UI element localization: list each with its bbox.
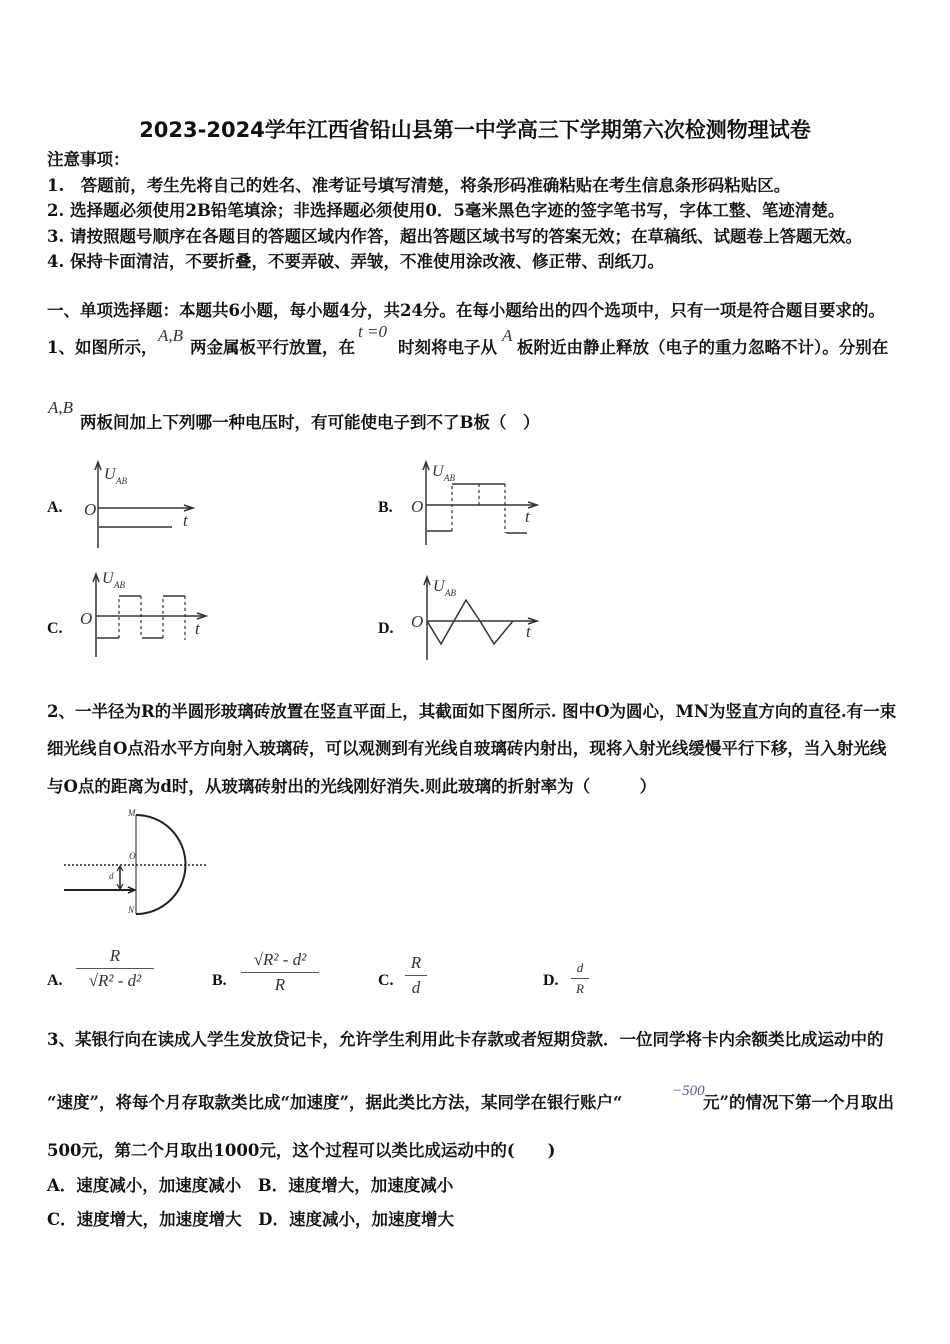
q2-line-3: 与O点的距离为d时，从玻璃砖射出的光线刚好消失.则此玻璃的折射率为（ ） bbox=[47, 777, 657, 796]
graph-b-ylabel: U bbox=[432, 463, 444, 480]
q1-math-ab-2: A,B bbox=[48, 398, 74, 417]
graph-a-origin: O bbox=[84, 500, 97, 519]
numerator: R bbox=[405, 953, 427, 976]
q3-line-3: 500元，第二个月取出1000元，这个过程可以类比成运动中的( ) bbox=[47, 1141, 556, 1160]
semicircle-glass-diagram bbox=[0, 0, 1, 1]
denominator: d bbox=[411, 978, 421, 997]
q3-options-row-1[interactable]: A．速度减小，加速度减小 B．速度增大，加速度减小 bbox=[47, 1176, 454, 1195]
q3-line-2b: 元”的情况下第一个月取出 bbox=[703, 1093, 894, 1112]
numerator: R bbox=[76, 946, 154, 969]
graph-a-xlabel: t bbox=[183, 511, 188, 530]
q1-text-5: 两板间加上下列哪一种电压时，有可能使电子到不了B板（ ） bbox=[80, 413, 540, 432]
q3-line-1: 3、某银行向在读成人学生发放贷记卡，允许学生利用此卡存款或者短期贷款．一位同学将卡内余额类比成运动中的 bbox=[47, 1030, 884, 1049]
q2-option-c-label[interactable]: C. bbox=[378, 972, 394, 989]
denominator: R bbox=[274, 975, 286, 994]
notice-item-4: 4. 保持卡面清洁，不要折叠，不要弄破、弄皱，不准使用涂改液、修正带、刮纸刀。 bbox=[47, 252, 664, 271]
q1-text-1: 1、如图所示， bbox=[47, 338, 158, 357]
graph-c-xlabel: t bbox=[195, 619, 200, 638]
exam-title: 2023-2024学年江西省铅山县第一中学高三下学期第六次检测物理试卷 bbox=[139, 118, 811, 142]
graph-b-xlabel: t bbox=[525, 507, 530, 526]
q1-option-d-label[interactable]: D. bbox=[378, 620, 394, 637]
graph-c-origin: O bbox=[80, 609, 93, 628]
q2-option-b-label[interactable]: B. bbox=[212, 972, 227, 989]
label-d: d bbox=[109, 871, 114, 881]
notice-item-2: 2. 选择题必须使用2B铅笔填涂；非选择题必须使用0．5毫米黑色字迹的签字笔书写，字体工整、笔迹清楚。 bbox=[47, 201, 845, 220]
q2-option-d-label[interactable]: D. bbox=[543, 972, 559, 989]
denominator: √R² - d² bbox=[88, 971, 142, 990]
q1-option-c-label[interactable]: C. bbox=[47, 620, 63, 637]
notice-item-3: 3. 请按照题号顺序在各题目的答题区域内作答，超出答题区域书写的答案无效；在草稿纸、试题卷上答题无效。 bbox=[47, 227, 862, 246]
q2-option-b-formula[interactable] bbox=[241, 950, 319, 995]
q2-line-1: 2、一半径为R的半圆形玻璃砖放置在竖直平面上，其截面如下图所示. 图中O为圆心，MN为竖直方向的直径.有一束 bbox=[47, 702, 897, 721]
graph-a-ysub: AB bbox=[116, 476, 127, 486]
q1-option-a-label[interactable]: A. bbox=[47, 499, 63, 516]
q2-option-c-formula[interactable] bbox=[405, 953, 427, 998]
graph-d-xlabel: t bbox=[526, 622, 531, 641]
q1-option-b-label[interactable]: B. bbox=[378, 499, 393, 516]
graph-a-ylabel: U bbox=[104, 466, 116, 483]
numerator: √R² - d² bbox=[241, 950, 319, 973]
q2-option-a-label[interactable]: A. bbox=[47, 972, 63, 989]
q2-option-d-formula[interactable] bbox=[571, 960, 589, 997]
q1-math-ab: A,B bbox=[158, 326, 184, 345]
denominator: R bbox=[576, 981, 584, 996]
graph-d-origin: O bbox=[411, 612, 424, 631]
label-m: M bbox=[128, 808, 136, 818]
q2-line-2: 细光线自O点沿水平方向射入玻璃砖，可以观测到有光线自玻璃砖内射出，现将入射光线缓慢平行下移，当入射光线 bbox=[47, 739, 887, 758]
q3-math-500: −500 bbox=[672, 1083, 705, 1099]
q1-text-4: 板附近由静止释放（电子的重力忽略不计）。分别在 bbox=[517, 338, 889, 357]
q1-math-a: A bbox=[502, 326, 513, 345]
graph-b-ysub: AB bbox=[444, 473, 455, 483]
graph-d-ysub: AB bbox=[445, 588, 456, 598]
graph-c-ysub: AB bbox=[114, 580, 125, 590]
notice-item-1: 1. 答题前，考生先将自己的姓名、准考证号填写清楚，将条形码准确粘贴在考生信息条形码粘贴区。 bbox=[47, 176, 791, 195]
notice-heading: 注意事项： bbox=[47, 150, 130, 169]
q3-line-2a: “速度”，将每个月存取款类比成“加速度”，据此类比方法，某同学在银行账户“ bbox=[47, 1093, 623, 1112]
label-o: O bbox=[129, 851, 136, 861]
graph-d-ylabel: U bbox=[433, 578, 445, 595]
section-heading: 一、单项选择题：本题共6小题，每小题4分，共24分。在每小题给出的四个选项中，只有一项是符合题目要求的。 bbox=[47, 301, 885, 320]
label-n: N bbox=[128, 905, 135, 915]
q3-options-row-2[interactable]: C．速度增大，加速度增大 D．速度减小，加速度增大 bbox=[47, 1210, 454, 1229]
numerator: d bbox=[571, 960, 589, 979]
graph-c-ylabel: U bbox=[102, 570, 114, 587]
q1-text-3: 时刻将电子从 bbox=[398, 338, 497, 357]
graph-b-origin: O bbox=[411, 497, 424, 516]
q2-option-a-formula[interactable] bbox=[76, 946, 154, 991]
q1-text-2: 两金属板平行放置，在 bbox=[190, 338, 355, 357]
q1-math-t0: t =0 bbox=[358, 322, 387, 341]
